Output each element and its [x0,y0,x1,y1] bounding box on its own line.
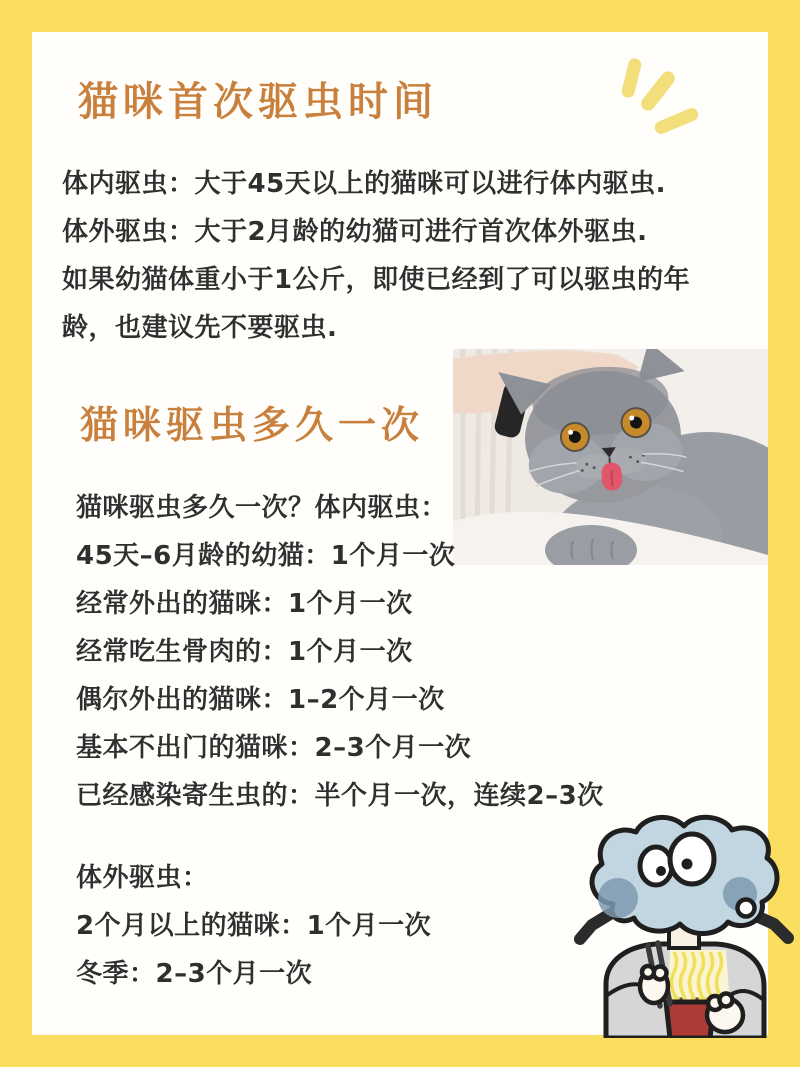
intro-line-1: 体内驱虫：大于45天以上的猫咪可以进行体内驱虫. [62,169,667,199]
freq-line-7: 已经感染寄生虫的：半个月一次，连续2–3次 [76,781,604,811]
external-line-2: 2个月以上的猫咪：1个月一次 [76,911,432,941]
external-line-1: 体外驱虫： [76,863,209,893]
sparkle-icon [653,106,700,136]
freq-line-3: 经常外出的猫咪：1个月一次 [76,589,413,619]
intro-line-3: 如果幼猫体重小于1公斤，即使已经到了可以驱虫的年 [62,265,691,295]
external-deworm-list [76,854,431,998]
freq-line-2: 45天–6月龄的幼猫：1个月一次 [76,541,456,571]
freq-line-4: 经常吃生骨肉的：1个月一次 [76,637,413,667]
intro-paragraph [62,160,690,352]
mascot-left-hand [640,966,668,1003]
section1-title: 猫咪首次驱虫时间 [78,79,438,125]
freq-line-5: 偶尔外出的猫咪：1–2个月一次 [76,685,445,715]
mascot-mouth [738,900,755,917]
intro-line-2: 体外驱虫：大于2月龄的幼猫可进行首次体外驱虫. [62,217,648,247]
external-line-3: 冬季：2–3个月一次 [76,959,313,989]
sparkle-icon [638,69,677,114]
poster-card [32,32,768,1035]
sparkle-icon [620,57,642,99]
cloud-head [592,817,777,933]
freq-line-1: 猫咪驱虫多久一次？体内驱虫： [76,493,448,523]
intro-line-4: 龄，也建议先不要驱虫. [62,313,338,343]
noodle-mascot-icon [568,812,796,1038]
section2-title: 猫咪驱虫多久一次 [80,403,425,447]
freq-line-6: 基本不出门的猫咪：2–3个月一次 [76,733,472,763]
internal-deworm-list [76,484,604,820]
